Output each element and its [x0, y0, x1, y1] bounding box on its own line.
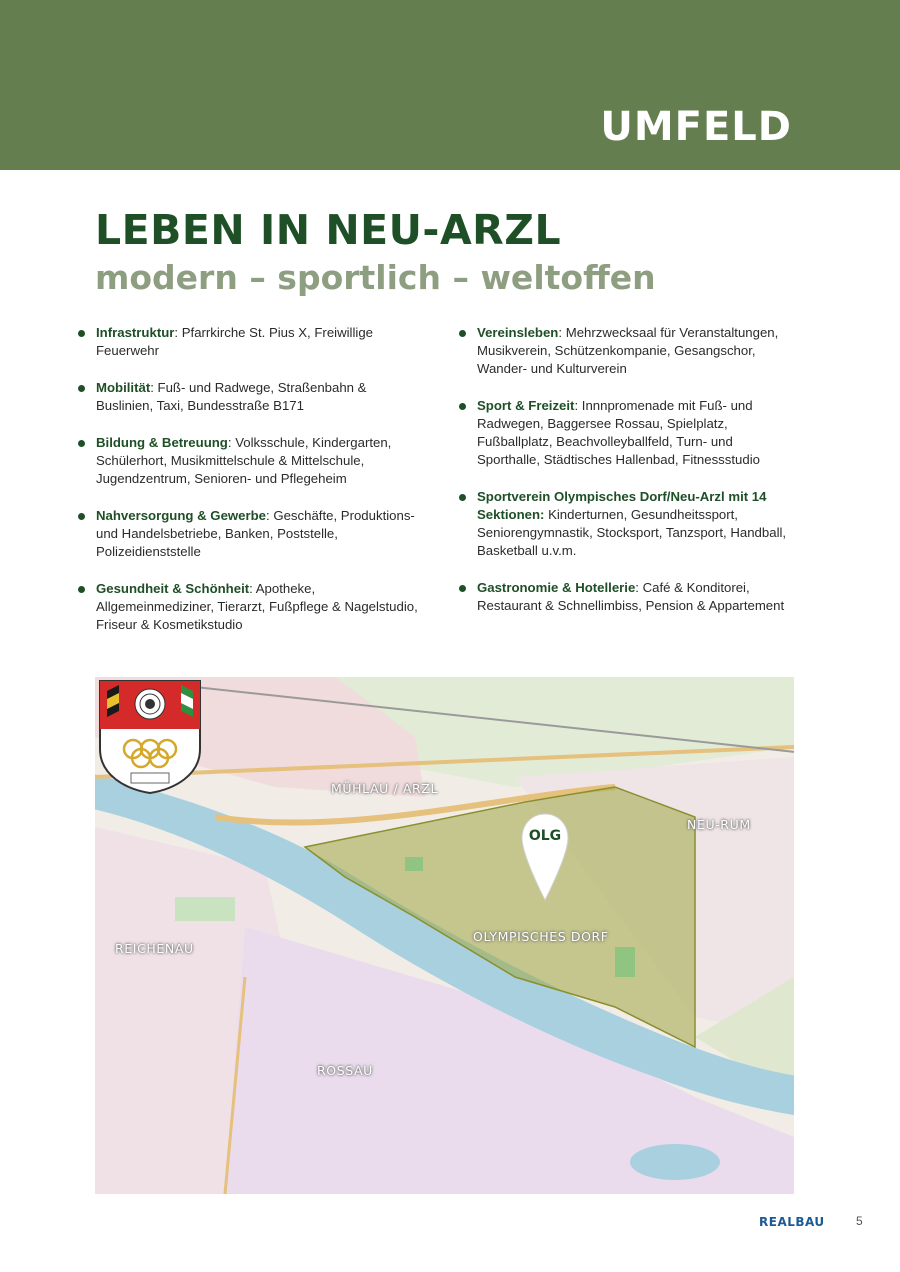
- item-text: : Café & Konditorei, Restaurant & Schnellimbiss, Pension & Appartement: [477, 580, 785, 613]
- item-text: : Pfarrkirche St. Pius X, Freiwillige Feuerwehr: [96, 325, 374, 358]
- brand-logo: REALBAU: [759, 1215, 825, 1229]
- item-text: : Innnpromenade mit Fuß- und Radwegen, Baggersee Rossau, Spielplatz, Fußballplatz, Beachvolleyballfeld, Turn- und Sporthalle, Städtisches Hallenbad, Fitnessstudio: [477, 398, 760, 467]
- item-label: Vereinsleben: [477, 325, 559, 340]
- bullet-dot-icon: [78, 507, 96, 561]
- item-text: : Geschäfte, Produktions- und Handelsbetriebe, Banken, Poststelle, Polizeidienststelle: [96, 508, 415, 559]
- item-label: Gesundheit & Schönheit: [96, 581, 250, 596]
- bullet-dot-icon: [78, 580, 96, 634]
- bullet-dot-icon: [459, 397, 477, 469]
- map-label-rossau: ROSSAU: [317, 1063, 373, 1078]
- list-item: [78, 434, 418, 488]
- section-title: UMFELD: [600, 104, 792, 150]
- item-text: : Apotheke, Allgemeinmediziner, Tierarzt, Fußpflege & Nagelstudio, Friseur & Kosmetikstudio: [96, 581, 418, 632]
- bullet-dot-icon: [78, 379, 96, 415]
- bullet-dot-icon: [78, 434, 96, 488]
- location-pin-icon: [520, 812, 570, 902]
- bullet-dot-icon: [459, 488, 477, 560]
- list-item: [459, 324, 799, 378]
- item-label: Gastronomie & Hotellerie: [477, 580, 636, 595]
- amenities-left-column: [78, 324, 418, 653]
- header-band: [0, 0, 900, 170]
- item-label: Nahversorgung & Gewerbe: [96, 508, 267, 523]
- list-item: [459, 488, 799, 560]
- item-label: Sportverein Olympisches Dorf/Neu-Arzl mit 14 Sektionen:: [477, 489, 767, 522]
- item-label: Mobilität: [96, 380, 151, 395]
- map-label-neurum: NEU-RUM: [687, 817, 751, 832]
- page-number: 5: [856, 1214, 863, 1228]
- coat-of-arms-icon: [95, 677, 205, 795]
- page-subtitle: modern – sportlich – weltoffen: [95, 258, 656, 297]
- map-label-olympisches-dorf: OLYMPISCHES DORF: [473, 929, 609, 944]
- item-label: Sport & Freizeit: [477, 398, 575, 413]
- item-label: Infrastruktur: [96, 325, 175, 340]
- bullet-dot-icon: [459, 579, 477, 615]
- bullet-dot-icon: [459, 324, 477, 378]
- item-label: Bildung & Betreuung: [96, 435, 228, 450]
- item-text: : Mehrzwecksaal für Veranstaltungen, Musikverein, Schützenkompanie, Gesangschor, Wander- und Kulturverein: [477, 325, 779, 376]
- pin-shape: [520, 812, 570, 902]
- list-item: [78, 324, 418, 360]
- list-item: [78, 580, 418, 634]
- list-item: [459, 397, 799, 469]
- list-item: [459, 579, 799, 615]
- marker-text: OLG: [528, 828, 562, 844]
- item-text: : Fuß- und Radwege, Straßenbahn & Buslinien, Taxi, Bundesstraße B171: [96, 380, 367, 413]
- list-item: [78, 379, 418, 415]
- amenities-right-column: [459, 324, 799, 634]
- bullet-dot-icon: [78, 324, 96, 360]
- list-item: [78, 507, 418, 561]
- page-title: LEBEN IN NEU-ARZL: [95, 206, 562, 254]
- item-text: : Volksschule, Kindergarten, Schülerhort, Musikmittelschule & Mittelschule, Jugendzentrum, Senioren- und Pflegeheim: [96, 435, 392, 486]
- neighborhood-map: [95, 677, 794, 1194]
- map-label-reichenau: REICHENAU: [115, 941, 194, 956]
- map-label-muehlau: MÜHLAU / ARZL: [331, 781, 439, 796]
- item-text: Kinderturnen, Gesundheitssport, Seniorengymnastik, Stocksport, Tanzsport, Handball, Basketball u.v.m.: [477, 507, 787, 558]
